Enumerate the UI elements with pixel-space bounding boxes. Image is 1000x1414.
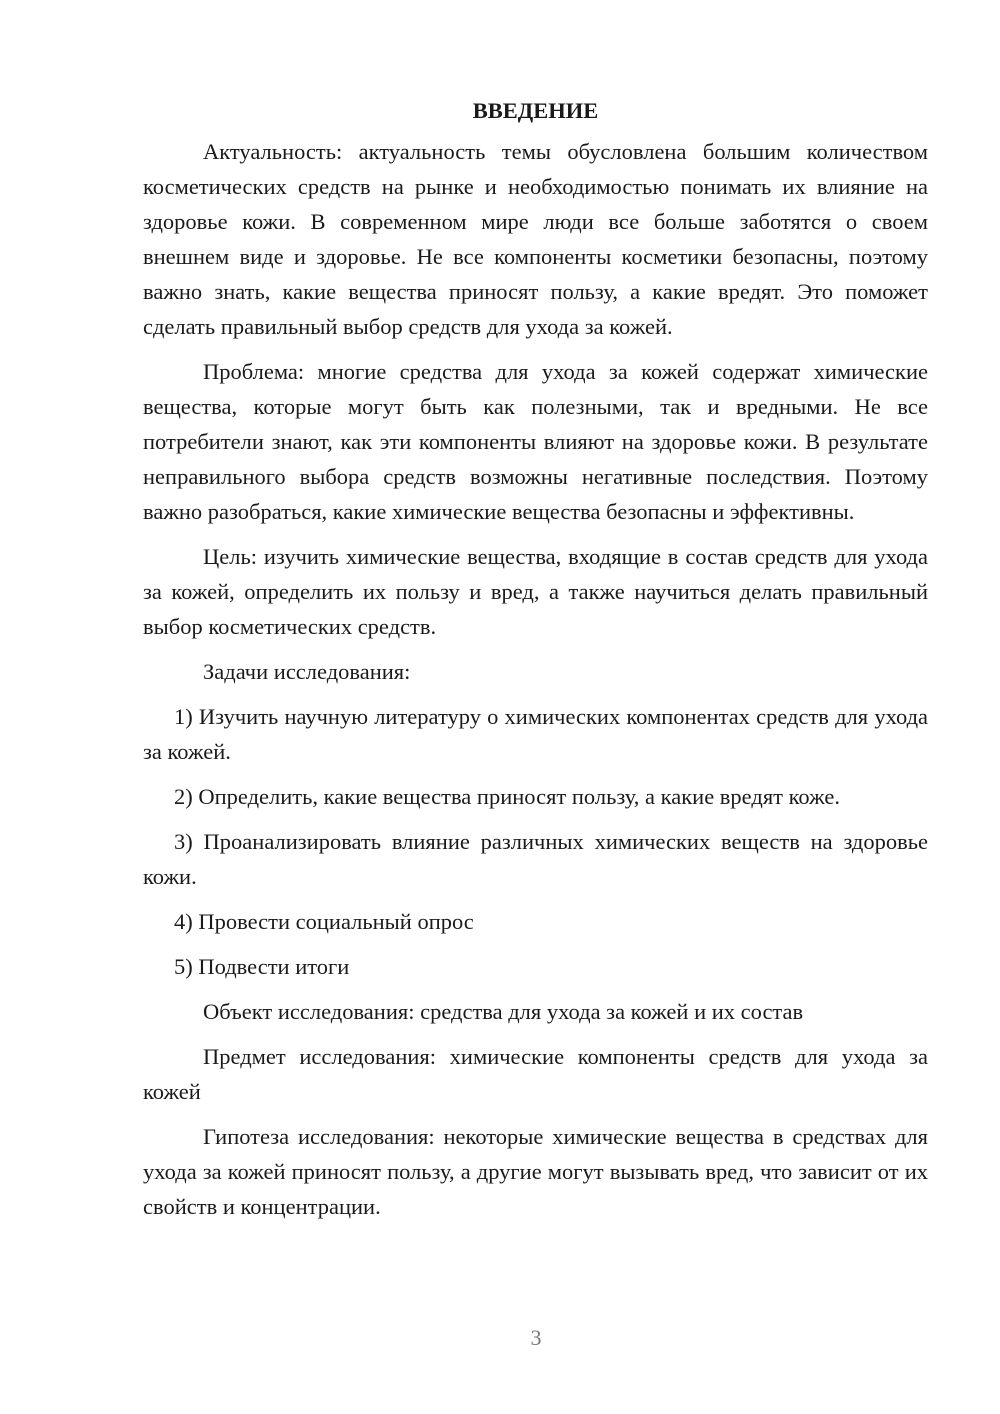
task-item-3: 3) Проанализировать влияние различных химических веществ на здоровье кожи. [143, 829, 928, 889]
task-item-1: 1) Изучить научную литературу о химических компонентах средств для ухода за кожей. [143, 704, 928, 764]
task-item-2: 2) Определить, какие вещества приносят пользу, а какие вредят коже. [174, 784, 840, 809]
paragraph-subject: Предмет исследования: химические компоненты средств для ухода за кожей [143, 1044, 928, 1104]
page-title: ВВЕДЕНИЕ [472, 98, 599, 123]
paragraph-relevance: Актуальность: актуальность темы обусловлена большим количеством косметических средств на рынке и необходимостью понимать их влияние на здоровье кожи. В современном мире люди все больше заботятся о своем внешнем виде и здоровье. Не все компоненты косметики безопасны, поэтому важно знать, какие вещества приносят пользу, а какие вредят. Это поможет сделать правильный выбор средств для ухода за кожей. [143, 139, 928, 339]
document-page [143, 93, 928, 1234]
task-item-5: 5) Подвести итоги [174, 954, 350, 979]
page-number: 3 [530, 1325, 542, 1350]
paragraph-problem: Проблема: многие средства для ухода за кожей содержат химические вещества, которые могут быть как полезными, так и вредными. Не все потребители знают, как эти компоненты влияют на здоровье кожи. В результате неправильного выбора средств возможны негативные последствия. Поэтому важно разобраться, какие химические вещества безопасны и эффективны. [143, 359, 928, 524]
paragraph-object: Объект исследования: средства для ухода за кожей и их состав [203, 999, 804, 1024]
task-item-4: 4) Провести социальный опрос [174, 909, 474, 934]
paragraph-hypothesis: Гипотеза исследования: некоторые химические вещества в средствах для ухода за кожей приносят пользу, а другие могут вызывать вред, что зависит от их свойств и концентрации. [143, 1124, 928, 1219]
paragraph-goal: Цель: изучить химические вещества, входящие в состав средств для ухода за кожей, определить их пользу и вред, а также научиться делать правильный выбор косметических средств. [143, 544, 928, 639]
tasks-heading: Задачи исследования: [203, 659, 411, 684]
